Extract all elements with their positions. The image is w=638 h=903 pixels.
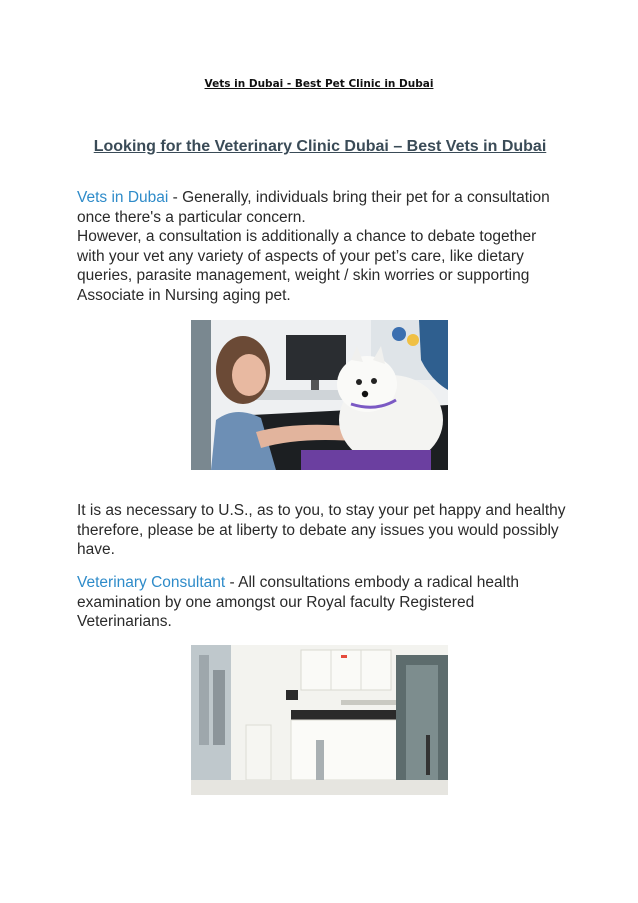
- page-header-title: Vets in Dubai - Best Pet Clinic in Dubai: [204, 78, 434, 90]
- paragraph-intro: [77, 188, 567, 305]
- paragraph-intro-text-b: However, a consultation is additionally a chance to debate together with your vet any variety of aspects of your pet’s care, like dietary queries, parasite management, weight / skin worries or supporting Associate in Nursing aging pet.: [77, 228, 537, 304]
- paragraph-consultant-text: - All consultations embody a radical health examination by one amongst our Royal faculty Registered Veterinarians.: [77, 574, 520, 630]
- girl-with-dog-photo: [191, 320, 448, 470]
- vets-in-dubai-link[interactable]: Vets in Dubai: [77, 189, 169, 206]
- paragraph-consultant: [77, 573, 567, 632]
- paragraph-intro-text-a: - Generally, individuals bring their pet for a consultation once there's a particular concern.: [77, 189, 550, 226]
- page-heading: Looking for the Veterinary Clinic Dubai – Best Vets in Dubai: [93, 138, 547, 155]
- veterinary-consultant-link[interactable]: Veterinary Consultant: [77, 574, 226, 591]
- clinic-room-photo: [191, 645, 448, 795]
- paragraph-care: It is as necessary to U.S., as to you, to stay your pet happy and healthy therefore, please be at liberty to debate any issues you would possibly have.: [77, 502, 566, 558]
